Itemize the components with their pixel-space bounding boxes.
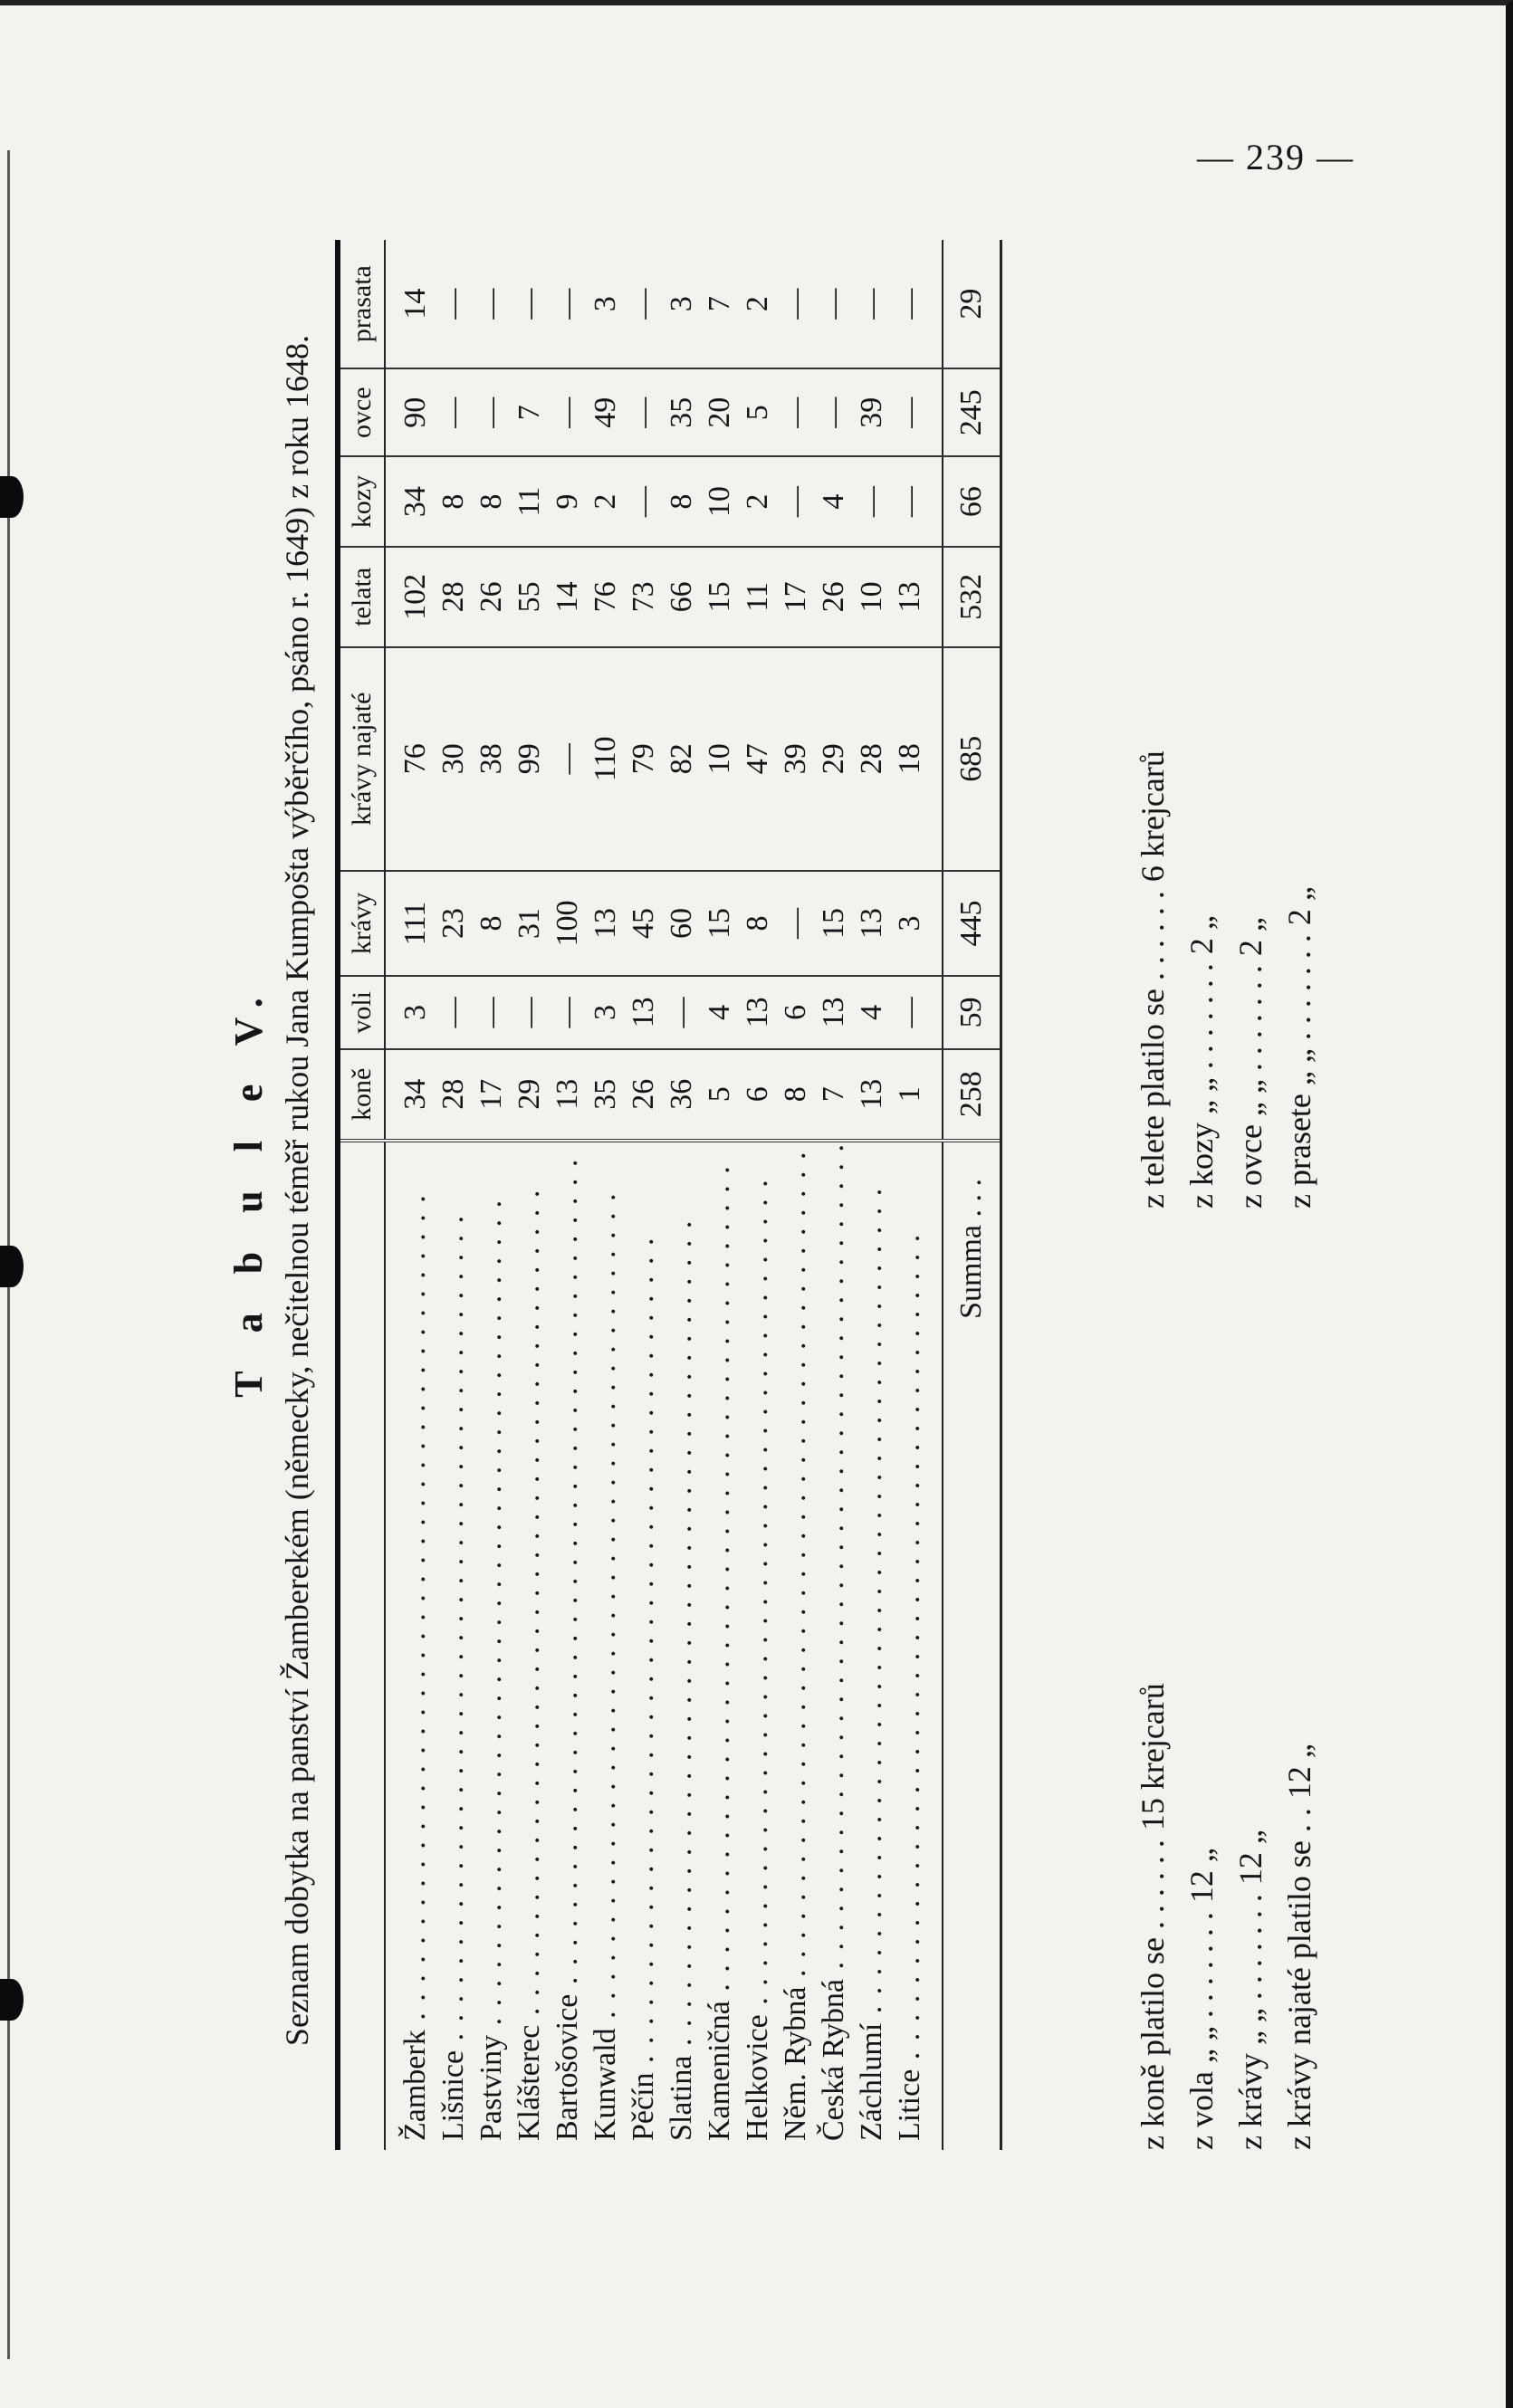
table-row <box>549 240 587 2150</box>
rate-label: z krávy „ „ . . . . . . . <box>1232 1894 1269 2150</box>
row-place-name: Klášterec . . . <box>511 1141 549 2150</box>
cell-najate: 76 <box>385 647 435 871</box>
rate-left-item <box>1230 1830 1271 2150</box>
cell-najate: 28 <box>853 647 891 871</box>
cell-kozy: 10 <box>701 456 739 547</box>
cell-kozy: 9 <box>549 456 587 547</box>
cell-kravy: 13 <box>587 871 625 976</box>
table-row <box>625 240 663 2150</box>
header-kravy-najate: krávy najaté <box>340 647 385 871</box>
rate-label: z koně platilo se . . . . . . <box>1135 1839 1171 2150</box>
cell-ovce: — <box>815 368 853 456</box>
cell-kone: 36 <box>663 1049 701 1141</box>
cell-najate: 29 <box>815 647 853 871</box>
cell-najate: 18 <box>891 647 943 871</box>
cell-prasata: — <box>511 240 549 368</box>
row-place-name: Záchlumí . . . <box>853 1141 891 2150</box>
rate-amount: 6 krejcarů <box>1135 750 1171 883</box>
cell-najate: 99 <box>511 647 549 871</box>
header-kravy: krávy <box>340 871 385 976</box>
cell-kravy: 23 <box>435 871 473 976</box>
rate-left-item <box>1132 1683 1173 2150</box>
cell-kone: 29 <box>511 1049 549 1141</box>
cell-telata: 13 <box>891 547 943 647</box>
cell-kozy: 8 <box>473 456 511 547</box>
rate-label: z kozy „ „ . . . . . . . <box>1183 963 1220 1209</box>
cell-kone: 13 <box>853 1049 891 1141</box>
row-place-name: Kunwald . . . <box>587 1141 625 2150</box>
title-block <box>226 195 317 2186</box>
cell-voli: — <box>663 976 701 1048</box>
cell-kravy: 31 <box>511 871 549 976</box>
cell-kravy: 111 <box>385 871 435 976</box>
cell-kozy: 4 <box>815 456 853 547</box>
table-row <box>587 240 625 2150</box>
cell-ovce: 20 <box>701 368 739 456</box>
cell-kone: 1 <box>891 1049 943 1141</box>
rate-amount: 2 „ <box>1281 886 1317 926</box>
cell-prasata: 2 <box>739 240 777 368</box>
cell-voli: — <box>435 976 473 1048</box>
sum-kozy: 66 <box>943 456 1000 547</box>
cell-kravy: 15 <box>815 871 853 976</box>
rate-left-item <box>1278 1744 1320 2150</box>
row-place-name: Pastviny . . . <box>473 1141 511 2150</box>
cell-kozy: 2 <box>739 456 777 547</box>
table-header-row <box>340 240 385 2150</box>
cell-kone: 28 <box>435 1049 473 1141</box>
cell-ovce: — <box>473 368 511 456</box>
table-row <box>777 240 815 2150</box>
row-place-name: Slatina . . . <box>663 1141 701 2150</box>
cell-kravy: 45 <box>625 871 663 976</box>
cell-kone: 26 <box>625 1049 663 1141</box>
sum-label: Summa . . . <box>943 1141 1000 2150</box>
cell-najate: 38 <box>473 647 511 871</box>
cell-prasata: 14 <box>385 240 435 368</box>
table-row <box>739 240 777 2150</box>
cell-kravy: 15 <box>701 871 739 976</box>
cell-telata: 17 <box>777 547 815 647</box>
cell-najate: 30 <box>435 647 473 871</box>
rate-amount: 12 „ <box>1232 1830 1269 1886</box>
rate-label: z prasete „ „ . . . . . . . <box>1281 934 1317 1209</box>
cell-telata: 26 <box>473 547 511 647</box>
cell-voli: 4 <box>701 976 739 1048</box>
cell-telata: 73 <box>625 547 663 647</box>
header-prasata: prasata <box>340 240 385 368</box>
cell-ovce: 5 <box>739 368 777 456</box>
cell-voli: 4 <box>853 976 891 1048</box>
cell-ovce: 35 <box>663 368 701 456</box>
cell-kozy: — <box>853 456 891 547</box>
sum-kone: 258 <box>943 1049 1000 1141</box>
cell-prasata: — <box>891 240 943 368</box>
rate-right-item <box>1278 886 1320 1209</box>
table-row <box>701 240 739 2150</box>
rate-label: z telete platilo se . . . . . . <box>1135 891 1171 1209</box>
sum-ovce: 245 <box>943 368 1000 456</box>
table-row <box>435 240 473 2150</box>
cell-telata: 11 <box>739 547 777 647</box>
cell-kozy: 11 <box>511 456 549 547</box>
table-row <box>815 240 853 2150</box>
table-row <box>891 240 943 2150</box>
cell-najate: 10 <box>701 647 739 871</box>
cell-voli: 13 <box>625 976 663 1048</box>
cell-kone: 35 <box>587 1049 625 1141</box>
cell-telata: 28 <box>435 547 473 647</box>
cell-ovce: 39 <box>853 368 891 456</box>
table-subtitle: Seznam dobytka na panství Žamberekém (německy, nečitelnou téměř rukou Jana Kumpošta výběrčího, psáno r. 1649) z roku 1648. <box>279 334 315 2047</box>
rate-right-item <box>1230 917 1271 1209</box>
row-place-name: Česká Rybná . . . <box>815 1141 853 2150</box>
cell-ovce: 7 <box>511 368 549 456</box>
cell-kozy: — <box>777 456 815 547</box>
cell-telata: 66 <box>663 547 701 647</box>
cell-kozy: 34 <box>385 456 435 547</box>
rate-amount: 15 krejcarů <box>1135 1683 1171 1831</box>
cell-voli: — <box>473 976 511 1048</box>
cell-kone: 8 <box>777 1049 815 1141</box>
cell-telata: 26 <box>815 547 853 647</box>
table-body <box>385 240 1000 2150</box>
table-row <box>385 240 435 2150</box>
cell-prasata: — <box>853 240 891 368</box>
header-kozy: kozy <box>340 456 385 547</box>
sum-kravy: 445 <box>943 871 1000 976</box>
cell-voli: 13 <box>739 976 777 1048</box>
cell-kravy: 13 <box>853 871 891 976</box>
rate-label: z vola „ „ . . . . . . . <box>1183 1912 1220 2150</box>
cell-prasata: 3 <box>663 240 701 368</box>
table-row <box>853 240 891 2150</box>
cell-prasata: 3 <box>587 240 625 368</box>
cell-kozy: 8 <box>663 456 701 547</box>
rate-label: z ovce „ „ . . . . . . . <box>1232 965 1269 1209</box>
cell-kozy: 8 <box>435 456 473 547</box>
table-row <box>473 240 511 2150</box>
row-place-name: Žamberk . . . <box>385 1141 435 2150</box>
row-place-name: Lišnice . . . <box>435 1141 473 2150</box>
header-telata: telata <box>340 547 385 647</box>
cell-kozy: — <box>891 456 943 547</box>
header-ovce: ovce <box>340 368 385 456</box>
cell-prasata: — <box>549 240 587 368</box>
cell-kozy: — <box>625 456 663 547</box>
cell-telata: 14 <box>549 547 587 647</box>
rate-amount: 2 „ <box>1232 917 1269 957</box>
table-title: T a b u l e V. <box>226 983 271 1398</box>
rate-amount: 12 „ <box>1281 1744 1317 1800</box>
cell-ovce: 90 <box>385 368 435 456</box>
rate-right-item <box>1181 915 1222 1209</box>
cell-telata: 76 <box>587 547 625 647</box>
cell-najate: 47 <box>739 647 777 871</box>
cell-voli: 3 <box>385 976 435 1048</box>
rate-right-item <box>1132 750 1173 1209</box>
cell-voli: — <box>511 976 549 1048</box>
cell-kravy: 8 <box>473 871 511 976</box>
cell-kravy: 60 <box>663 871 701 976</box>
sum-voli: 59 <box>943 976 1000 1048</box>
row-place-name: Helkovice . . . <box>739 1141 777 2150</box>
cell-ovce: — <box>435 368 473 456</box>
cell-prasata: — <box>435 240 473 368</box>
table-row <box>511 240 549 2150</box>
cell-voli: 13 <box>815 976 853 1048</box>
cell-ovce: — <box>549 368 587 456</box>
cell-voli: 3 <box>587 976 625 1048</box>
rate-amount: 12 „ <box>1183 1848 1220 1904</box>
cell-kone: 5 <box>701 1049 739 1141</box>
rate-left-item <box>1181 1848 1222 2150</box>
cell-voli: — <box>891 976 943 1048</box>
cell-kravy: — <box>777 871 815 976</box>
cell-prasata: — <box>815 240 853 368</box>
cell-kravy: 3 <box>891 871 943 976</box>
rate-label: z krávy najaté platilo se . . <box>1281 1808 1317 2150</box>
row-place-name: Pěčín . . . <box>625 1141 663 2150</box>
binding-hole <box>0 1246 24 1287</box>
row-place-name: Kameničná . . . <box>701 1141 739 2150</box>
cell-najate: 110 <box>587 647 625 871</box>
cell-najate: 39 <box>777 647 815 871</box>
sum-telata: 532 <box>943 547 1000 647</box>
cell-kone: 34 <box>385 1049 435 1141</box>
sum-row <box>943 240 1000 2150</box>
cell-najate: 82 <box>663 647 701 871</box>
cell-prasata: — <box>625 240 663 368</box>
rate-amount: 2 „ <box>1183 915 1220 955</box>
cell-kravy: 100 <box>549 871 587 976</box>
cell-kozy: 2 <box>587 456 625 547</box>
cell-voli: 6 <box>777 976 815 1048</box>
cell-telata: 102 <box>385 547 435 647</box>
rotated-content <box>226 195 1422 2186</box>
cell-voli: — <box>549 976 587 1048</box>
cell-ovce: — <box>777 368 815 456</box>
cell-telata: 15 <box>701 547 739 647</box>
cell-najate: 79 <box>625 647 663 871</box>
cell-ovce: — <box>625 368 663 456</box>
cell-najate: — <box>549 647 587 871</box>
cell-kravy: 8 <box>739 871 777 976</box>
cell-telata: 10 <box>853 547 891 647</box>
cell-kone: 7 <box>815 1049 853 1141</box>
cell-prasata: — <box>473 240 511 368</box>
cell-prasata: — <box>777 240 815 368</box>
header-place <box>340 1141 385 2150</box>
binding-hole <box>0 476 24 518</box>
cell-kone: 6 <box>739 1049 777 1141</box>
cell-telata: 55 <box>511 547 549 647</box>
row-place-name: Litice . . . <box>891 1141 943 2150</box>
binding-hole <box>0 1979 24 2021</box>
cell-kone: 13 <box>549 1049 587 1141</box>
cell-kone: 17 <box>473 1049 511 1141</box>
cell-prasata: 7 <box>701 240 739 368</box>
sum-prasata: 29 <box>943 240 1000 368</box>
cell-ovce: 49 <box>587 368 625 456</box>
table-row <box>663 240 701 2150</box>
cell-ovce: — <box>891 368 943 456</box>
header-kone: koně <box>340 1049 385 1141</box>
livestock-table <box>340 240 1000 2150</box>
sum-najate: 685 <box>943 647 1000 871</box>
livestock-table-wrapper <box>335 240 1002 2150</box>
header-voli: voli <box>340 976 385 1048</box>
page-number: — 239 — <box>1197 137 1355 177</box>
row-place-name: Bartošovice . . . <box>549 1141 587 2150</box>
row-place-name: Něm. Rybná . . . <box>777 1141 815 2150</box>
